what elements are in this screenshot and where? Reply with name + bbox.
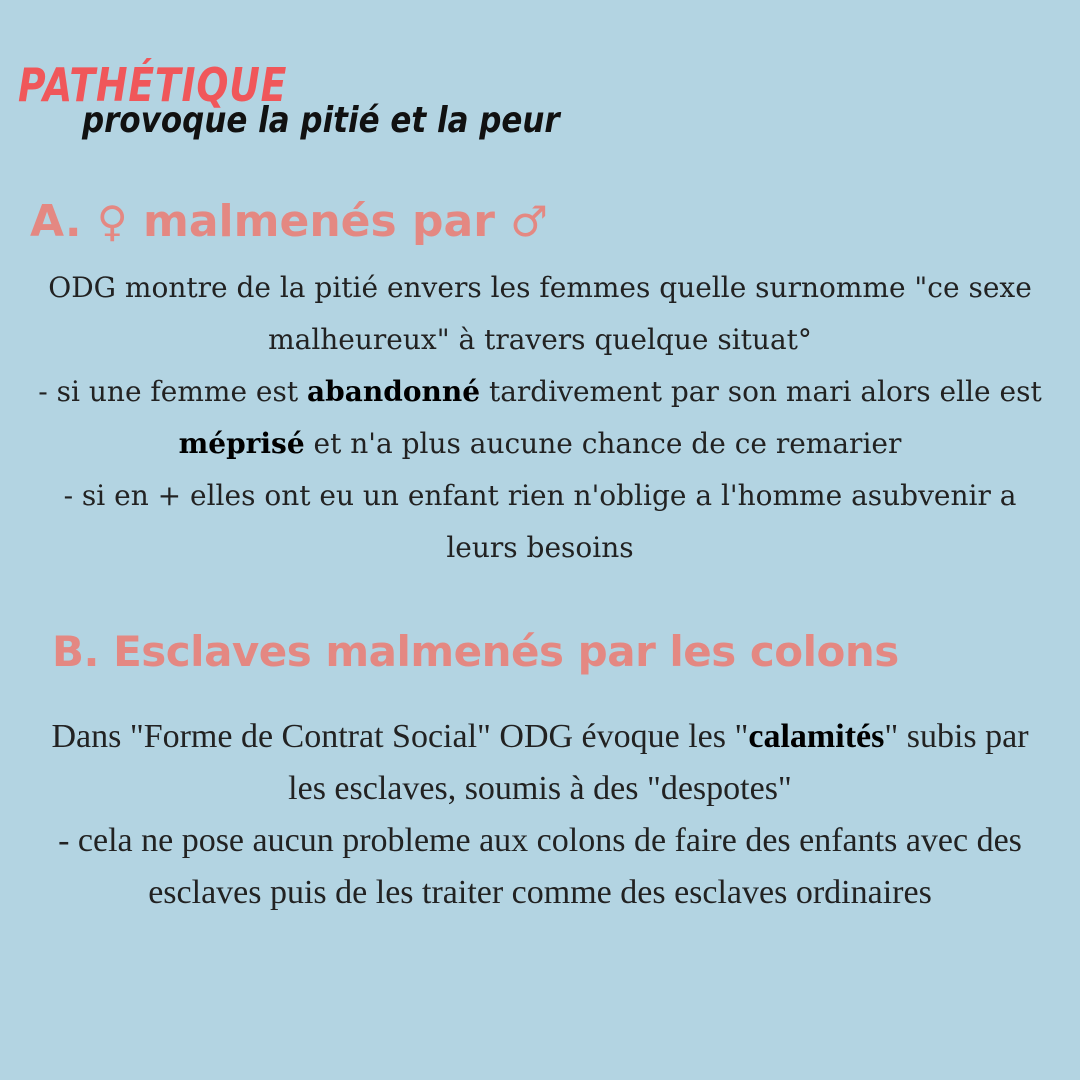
male-symbol-icon: ♂ — [510, 197, 548, 246]
section-a-body — [0, 262, 1080, 574]
section-a-bullet-2-line-1: - si en + elles ont eu un enfant rien n'oblige a l'homme asubvenir a — [63, 479, 1017, 512]
bullet-1-post: et n'a plus aucune chance de ce remarier — [304, 427, 902, 460]
bullet-1-bold-abandonne: abandonné — [307, 375, 481, 408]
section-b-body — [0, 711, 1080, 919]
section-b-bold-calamites: calamités — [748, 718, 885, 755]
section-a-line-1: ODG montre de la pitié envers les femmes quelle surnomme "ce sexe — [48, 271, 1032, 304]
section-b-line-1-post: " subis par — [884, 718, 1029, 755]
section-b-bullet-line-1: - cela ne pose aucun probleme aux colons de faire des enfants avec des — [58, 822, 1022, 859]
section-a-heading-text: malmenés par — [143, 196, 495, 247]
section-b-line-2: les esclaves, soumis à des "despotes" — [288, 770, 792, 807]
section-a-line-2: malheureux" à travers quelque situat° — [268, 323, 812, 356]
page-title: PATHÉTIQUE — [18, 58, 288, 112]
section-b-heading: B. Esclaves malmenés par les colons — [52, 627, 899, 676]
section-b-line-1-pre: Dans "Forme de Contrat Social" ODG évoque les " — [51, 718, 749, 755]
section-a-bullet-1-line-2 — [0, 418, 1080, 470]
page-subtitle: provoque la pitié et la peur — [82, 100, 560, 141]
bullet-1-mid: tardivement par son mari alors elle est — [480, 375, 1042, 408]
section-b-line-1 — [0, 711, 1080, 763]
bullet-1-pre: - si une femme est — [38, 375, 308, 408]
section-a-bullet-1-line-1 — [0, 366, 1080, 418]
section-a-bullet-2-line-2: leurs besoins — [446, 531, 634, 564]
section-b-bullet-line-2: esclaves puis de les traiter comme des esclaves ordinaires — [148, 874, 932, 911]
female-symbol-icon: ♀ — [96, 197, 128, 246]
bullet-1-bold-meprise: méprisé — [178, 427, 305, 460]
section-a-heading — [30, 196, 548, 247]
section-a-prefix: A. — [30, 196, 82, 247]
